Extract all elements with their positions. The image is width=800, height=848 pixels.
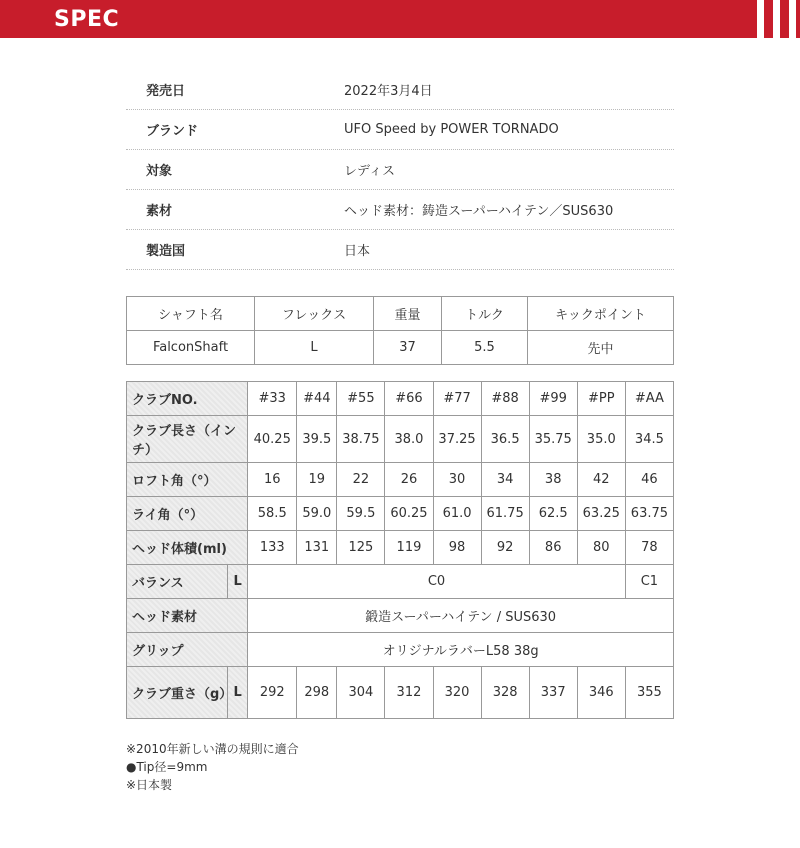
- length-cell: 35.0: [577, 416, 625, 463]
- grip-row: [127, 633, 674, 667]
- weight-cell: 346: [577, 667, 625, 719]
- lie-cell: 59.5: [337, 497, 385, 531]
- club-spec-table: [126, 381, 674, 719]
- shaft-value-kickpoint: 先中: [528, 331, 674, 365]
- info-row-target: [126, 150, 674, 190]
- shaft-table: [126, 296, 674, 365]
- volume-cell: 125: [337, 531, 385, 565]
- product-info-list: [126, 70, 674, 270]
- note-line: ※2010年新しい溝の規則に適合: [126, 742, 299, 756]
- length-cell: 35.75: [529, 416, 577, 463]
- info-label: 対象: [146, 164, 173, 179]
- section-title: SPEC: [54, 7, 120, 32]
- balance-flex-cell: L: [228, 565, 248, 599]
- volume-cell: 80: [577, 531, 625, 565]
- club-no-cell: #44: [297, 382, 337, 416]
- volume-cell: 133: [248, 531, 297, 565]
- info-row-brand: [126, 110, 674, 150]
- club-no-cell: #66: [385, 382, 433, 416]
- lie-row: [127, 497, 674, 531]
- loft-cell: 46: [625, 463, 673, 497]
- loft-cell: 30: [433, 463, 481, 497]
- length-cell: 37.25: [433, 416, 481, 463]
- info-value: レディス: [344, 164, 395, 179]
- club-no-cell: #99: [529, 382, 577, 416]
- volume-cell: 98: [433, 531, 481, 565]
- lie-cell: 60.25: [385, 497, 433, 531]
- club-no-cell: #77: [433, 382, 481, 416]
- shaft-header-torque: トルク: [442, 297, 528, 331]
- header-stripe: [773, 0, 780, 38]
- balance-last-cell: C1: [625, 565, 673, 599]
- shaft-value-torque: 5.5: [442, 331, 528, 365]
- shaft-value-row: [127, 331, 674, 365]
- spec-header-bar: [0, 0, 800, 38]
- length-cell: 38.75: [337, 416, 385, 463]
- volume-cell: 86: [529, 531, 577, 565]
- info-value: UFO Speed by POWER TORNADO: [344, 122, 559, 137]
- weight-row: [127, 667, 674, 719]
- length-cell: 40.25: [248, 416, 297, 463]
- row-header-lie: ライ角（°）: [127, 497, 248, 531]
- grip-cell: オリジナルラバーL58 38g: [248, 633, 674, 667]
- club-no-cell: #88: [481, 382, 529, 416]
- weight-cell: 312: [385, 667, 433, 719]
- info-row-material: [126, 190, 674, 230]
- note-line: ※日本製: [126, 778, 173, 792]
- lie-cell: 62.5: [529, 497, 577, 531]
- loft-cell: 22: [337, 463, 385, 497]
- row-header-weight: クラブ重さ（g）: [127, 667, 228, 719]
- club-no-cell: #33: [248, 382, 297, 416]
- loft-row: [127, 463, 674, 497]
- weight-flex-cell: L: [228, 667, 248, 719]
- info-value: ヘッド素材：鋳造スーパーハイテン／SUS630: [344, 204, 614, 219]
- row-header-balance: バランス: [127, 565, 228, 599]
- header-stripe: [757, 0, 764, 38]
- loft-cell: 26: [385, 463, 433, 497]
- lie-cell: 59.0: [297, 497, 337, 531]
- weight-cell: 304: [337, 667, 385, 719]
- lie-cell: 58.5: [248, 497, 297, 531]
- lie-cell: 61.0: [433, 497, 481, 531]
- info-value: 日本: [344, 244, 371, 259]
- info-label: 発売日: [146, 84, 186, 99]
- info-label: 製造国: [146, 244, 186, 259]
- shaft-header-row: [127, 297, 674, 331]
- weight-cell: 320: [433, 667, 481, 719]
- shaft-value-name: FalconShaft: [127, 331, 255, 365]
- row-header-length: クラブ長さ（インチ）: [127, 416, 248, 463]
- row-header-grip: グリップ: [127, 633, 248, 667]
- header-stripe: [789, 0, 796, 38]
- loft-cell: 38: [529, 463, 577, 497]
- shaft-header-name: シャフト名: [127, 297, 255, 331]
- club-no-cell: #AA: [625, 382, 673, 416]
- row-header-volume: ヘッド体積(ml): [127, 531, 248, 565]
- loft-cell: 16: [248, 463, 297, 497]
- info-value: 2022年3月4日: [344, 84, 433, 99]
- club-no-cell: #PP: [577, 382, 625, 416]
- club-no-cell: #55: [337, 382, 385, 416]
- spec-notes: [126, 740, 299, 794]
- volume-row: [127, 531, 674, 565]
- shaft-value-weight: 37: [374, 331, 442, 365]
- weight-cell: 292: [248, 667, 297, 719]
- length-cell: 38.0: [385, 416, 433, 463]
- row-header-loft: ロフト角（°）: [127, 463, 248, 497]
- lie-cell: 61.75: [481, 497, 529, 531]
- club-no-row: [127, 382, 674, 416]
- shaft-header-flex: フレックス: [255, 297, 374, 331]
- row-header-club-no: クラブNO.: [127, 382, 248, 416]
- length-cell: 34.5: [625, 416, 673, 463]
- info-row-country: [126, 230, 674, 270]
- head-material-cell: 鍛造スーパーハイテン / SUS630: [248, 599, 674, 633]
- weight-cell: 328: [481, 667, 529, 719]
- volume-cell: 131: [297, 531, 337, 565]
- info-label: 素材: [146, 204, 173, 219]
- volume-cell: 92: [481, 531, 529, 565]
- shaft-header-kickpoint: キックポイント: [528, 297, 674, 331]
- volume-cell: 78: [625, 531, 673, 565]
- shaft-header-weight: 重量: [374, 297, 442, 331]
- info-label: ブランド: [146, 124, 199, 139]
- lie-cell: 63.75: [625, 497, 673, 531]
- weight-cell: 355: [625, 667, 673, 719]
- head-material-row: [127, 599, 674, 633]
- shaft-value-flex: L: [255, 331, 374, 365]
- balance-row: [127, 565, 674, 599]
- loft-cell: 34: [481, 463, 529, 497]
- lie-cell: 63.25: [577, 497, 625, 531]
- info-row-release-date: [126, 70, 674, 110]
- weight-cell: 337: [529, 667, 577, 719]
- length-cell: 36.5: [481, 416, 529, 463]
- balance-main-cell: C0: [248, 565, 626, 599]
- loft-cell: 19: [297, 463, 337, 497]
- note-line: ●Tip径=9mm: [126, 760, 208, 774]
- length-cell: 39.5: [297, 416, 337, 463]
- loft-cell: 42: [577, 463, 625, 497]
- length-row: [127, 416, 674, 463]
- weight-cell: 298: [297, 667, 337, 719]
- volume-cell: 119: [385, 531, 433, 565]
- row-header-head-material: ヘッド素材: [127, 599, 248, 633]
